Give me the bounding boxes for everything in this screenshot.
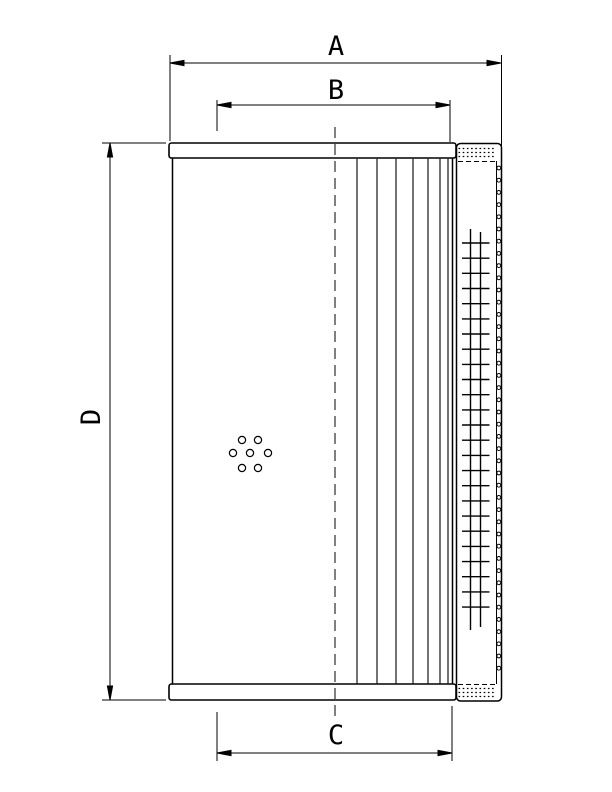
dim-c-arrow-left (217, 750, 231, 755)
seam-scallop (497, 410, 501, 414)
seam-scallop (497, 471, 501, 475)
hole (238, 436, 245, 443)
dimension-b (217, 75, 450, 142)
seam-scallop (497, 191, 501, 195)
seam-scallop (497, 593, 501, 597)
hole (264, 449, 271, 456)
side-section (457, 144, 502, 702)
seam-scallop (497, 300, 501, 304)
seam-scallop (497, 654, 501, 658)
seam-scallop (497, 557, 501, 561)
dim-d-arrow-top (107, 143, 112, 157)
hole (238, 464, 245, 471)
seam-scallop (497, 386, 501, 390)
side-section-outline (457, 144, 502, 702)
seam-scallop (497, 532, 501, 536)
seam-scallop (497, 666, 501, 670)
dimension-d (76, 143, 166, 700)
dim-label-b: B (327, 75, 345, 106)
hole (254, 436, 261, 443)
seam-scallop (497, 605, 501, 609)
dim-c-arrow-right (438, 750, 452, 755)
bottom-gasket-hatch (458, 685, 496, 697)
seam-scallop (497, 544, 501, 548)
seam-scallop (497, 447, 501, 451)
seam-scallop (497, 264, 501, 268)
seam-scallop (497, 361, 501, 365)
seam-scallop (497, 642, 501, 646)
pleat-lines (357, 159, 448, 684)
seam-scallop (497, 569, 501, 573)
dim-b-arrow-right (436, 102, 450, 107)
hole (254, 464, 261, 471)
dim-d-arrow-bottom (107, 686, 112, 700)
seam-scallop (497, 398, 501, 402)
seam-scallop (497, 178, 501, 182)
seam-scallop (497, 618, 501, 622)
top-gasket-hatch (458, 149, 496, 162)
seam-scallop (497, 349, 501, 353)
seam-scallop (497, 581, 501, 585)
seam-scallop (497, 252, 501, 256)
dim-label-c: C (327, 720, 345, 751)
seam-scallop (497, 483, 501, 487)
seam-scallop (497, 227, 501, 231)
hole-pattern (229, 436, 271, 471)
top-end-cap (169, 143, 456, 158)
dim-label-a: A (327, 31, 345, 62)
seam-scallop (497, 239, 501, 243)
seam-scallop (497, 435, 501, 439)
seam-scallop (497, 288, 501, 292)
seam-scallop (497, 215, 501, 219)
main-view (169, 127, 456, 716)
hole (229, 449, 236, 456)
seam-scallop (497, 325, 501, 329)
bottom-end-cap (169, 684, 456, 700)
dim-a-arrow-left (170, 60, 184, 65)
seam-scallops (497, 166, 501, 670)
seam-scallop (497, 337, 501, 341)
dim-label-d: D (76, 408, 107, 426)
seam-scallop (497, 374, 501, 378)
dim-a-arrow-right (487, 60, 501, 65)
seam-scallop (497, 166, 501, 170)
seam-scallop (497, 630, 501, 634)
seam-scallop (497, 459, 501, 463)
seam-scallop (497, 203, 501, 207)
seam-scallop (497, 520, 501, 524)
seam-scallop (497, 276, 501, 280)
thread-rungs (462, 243, 490, 607)
seam-scallop (497, 496, 501, 500)
seam-scallop (497, 508, 501, 512)
dim-b-arrow-left (217, 102, 231, 107)
seam-scallop (497, 313, 501, 317)
hole (246, 449, 253, 456)
thread-ladder (462, 229, 490, 630)
seam-scallop (497, 422, 501, 426)
